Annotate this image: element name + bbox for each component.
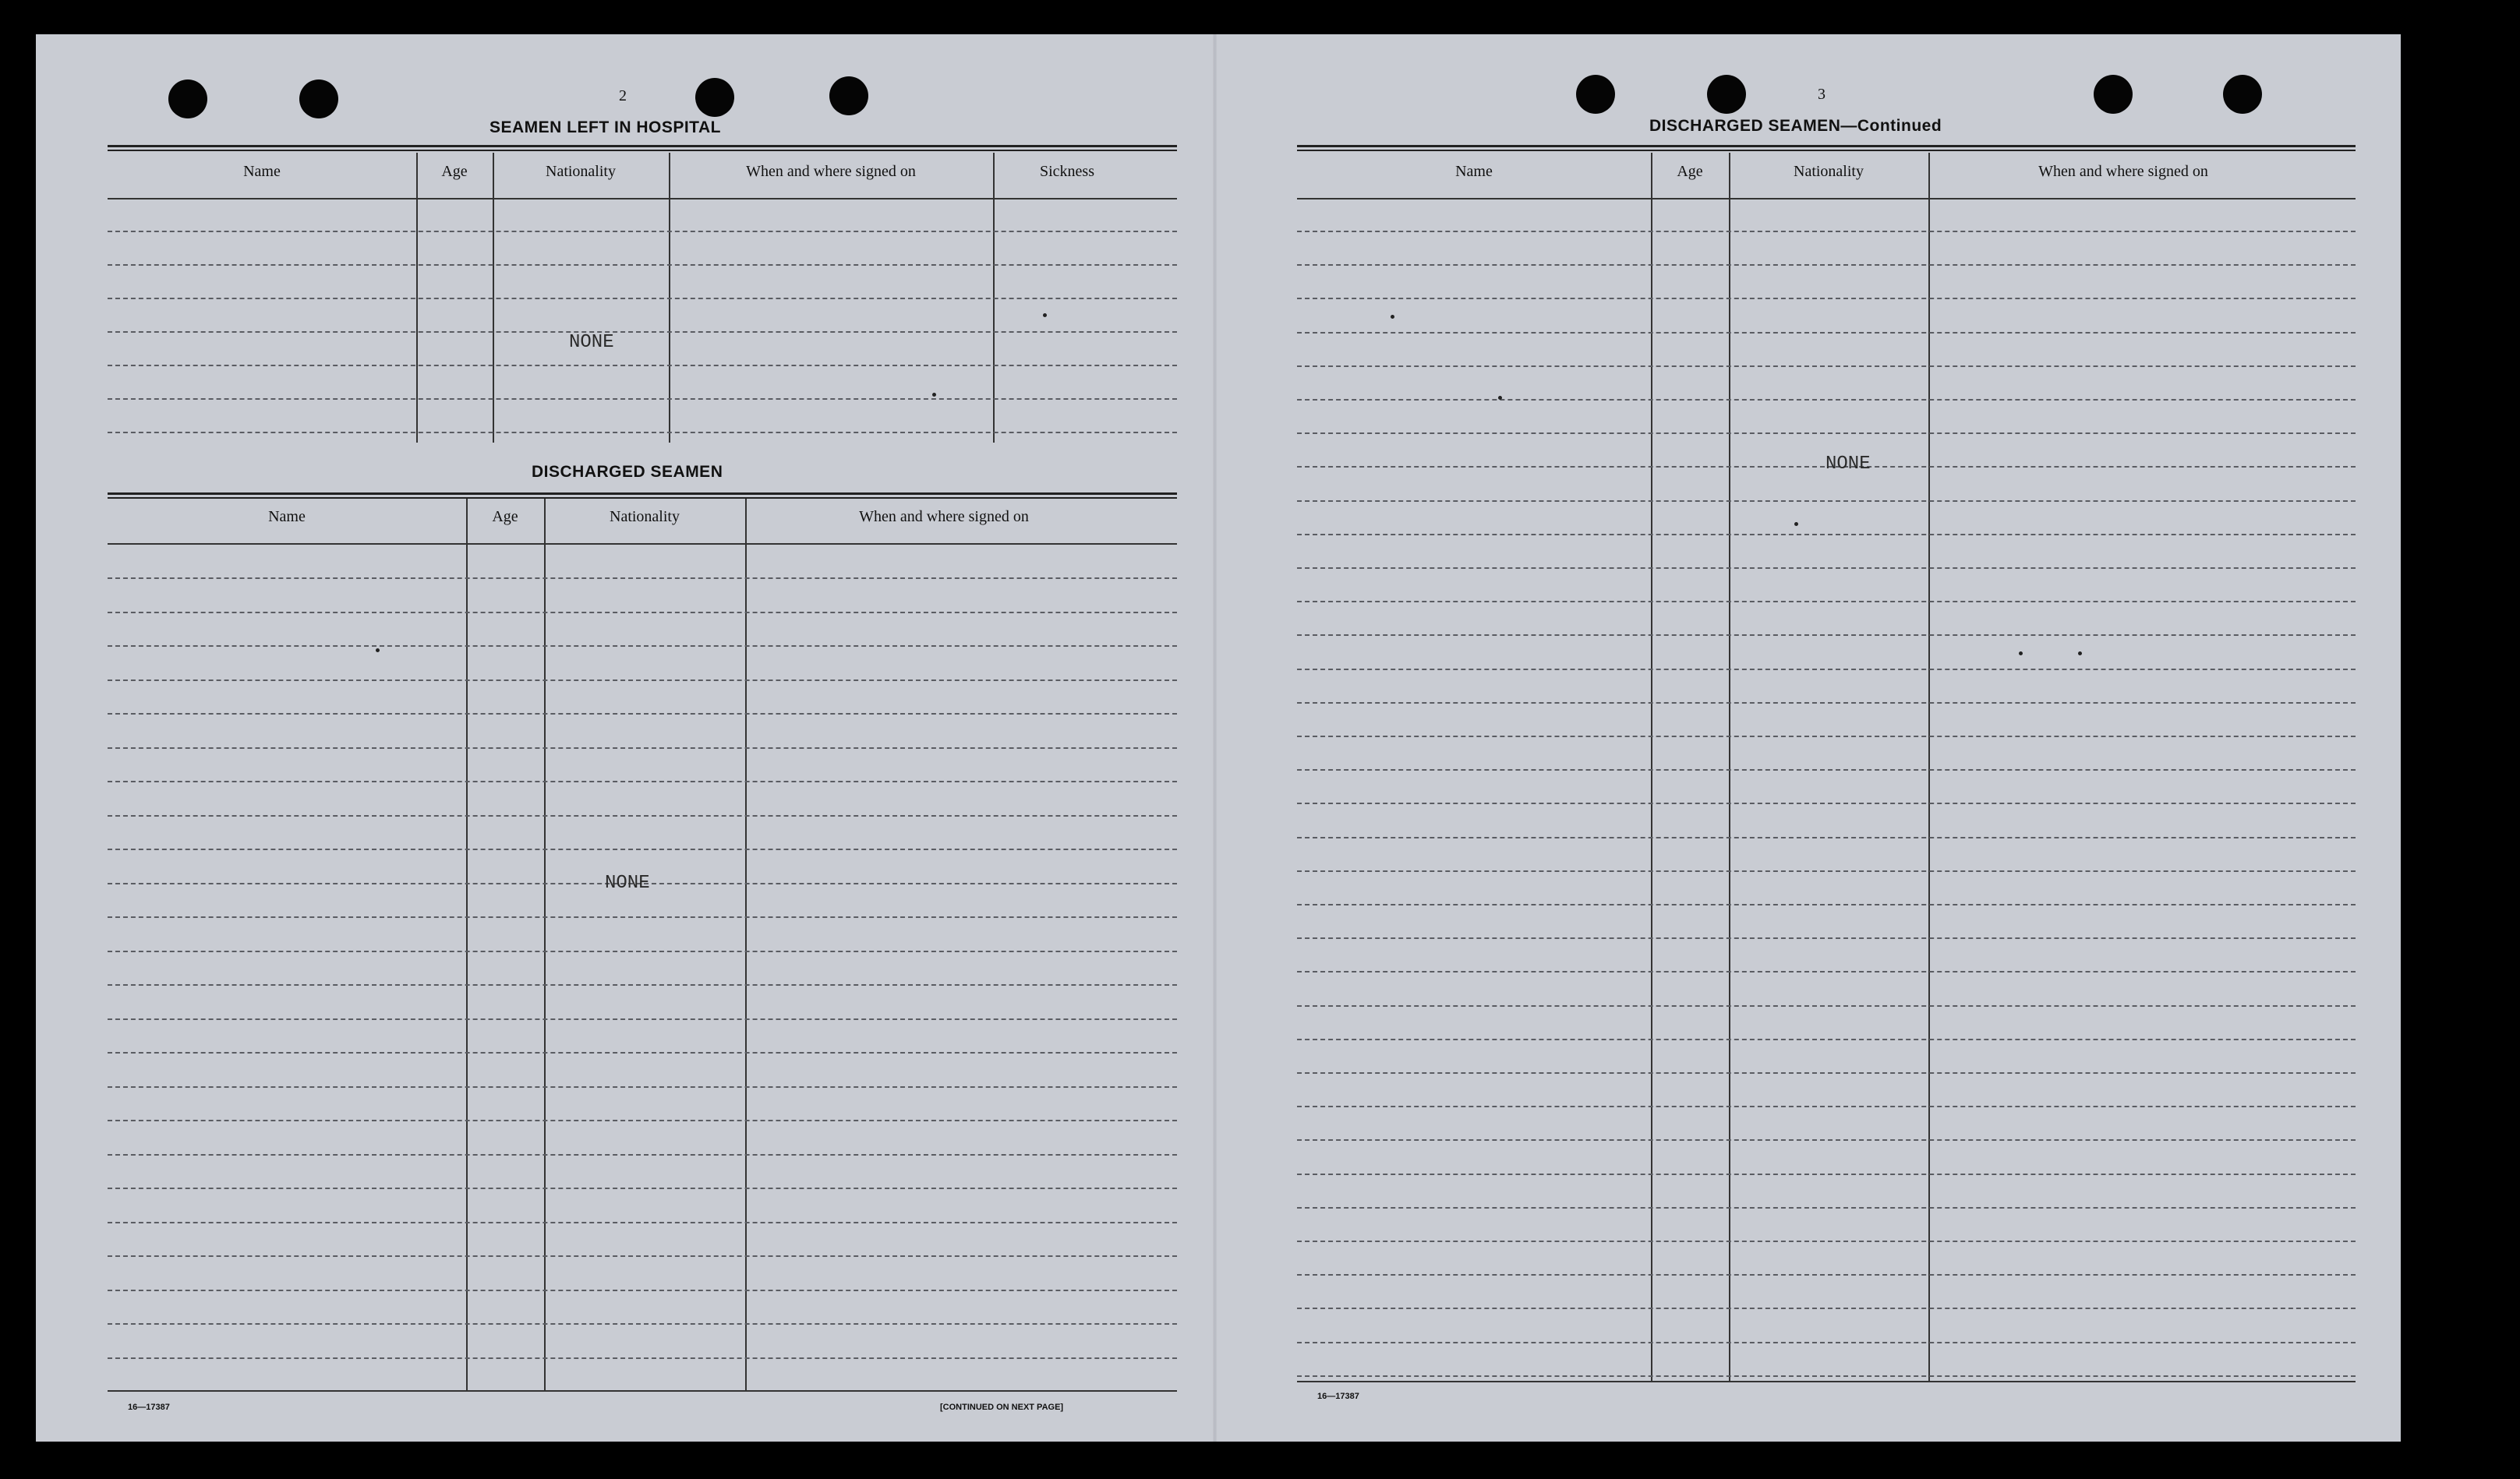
punch-hole: [1576, 75, 1615, 114]
ruled-line: [1297, 634, 2356, 636]
column-header-nationality: Nationality: [610, 508, 680, 525]
punch-hole: [2094, 75, 2133, 114]
column-header-signed-on: When and where signed on: [746, 163, 916, 180]
ruled-line: [108, 1154, 1177, 1156]
ruled-line: [108, 781, 1177, 782]
column-header-signed-on: When and where signed on: [2038, 163, 2208, 180]
ruled-line: [1297, 567, 2356, 569]
discharged-continued-none-entry: NONE: [1825, 454, 1871, 475]
ruled-line: [108, 1290, 1177, 1291]
table-top-rule: [1297, 145, 2356, 151]
ink-speck: [1498, 396, 1502, 400]
ruled-line: [108, 679, 1177, 681]
ruled-line: [1297, 904, 2356, 905]
table-top-rule: [108, 145, 1177, 151]
column-header-age: Age: [1677, 163, 1703, 180]
ruled-line: [108, 1018, 1177, 1020]
punch-hole: [168, 79, 207, 118]
ruled-line: [108, 815, 1177, 817]
ruled-line: [108, 1222, 1177, 1223]
ink-speck: [1391, 315, 1394, 319]
ruled-line: [1297, 1308, 2356, 1309]
table-bottom-rule: [1297, 1381, 2356, 1382]
ruled-line: [108, 747, 1177, 749]
column-header-age: Age: [492, 508, 518, 525]
ruled-line: [1297, 264, 2356, 266]
ruled-line: [108, 1188, 1177, 1189]
discharged-none-entry: NONE: [605, 873, 650, 894]
ink-speck: [932, 393, 936, 397]
column-header-name: Name: [243, 163, 281, 180]
ruled-line: [108, 432, 1177, 433]
ruled-line: [1297, 803, 2356, 804]
discharged-section-title: DISCHARGED SEAMEN: [532, 463, 723, 481]
ruled-line: [1297, 1139, 2356, 1141]
ruled-line: [108, 231, 1177, 232]
ruled-line: [1297, 702, 2356, 704]
ruled-line: [108, 577, 1177, 579]
ruled-line: [108, 612, 1177, 613]
ruled-line: [108, 1323, 1177, 1325]
ruled-line: [1297, 837, 2356, 838]
ruled-line: [108, 1357, 1177, 1359]
ruled-line: [1297, 669, 2356, 670]
ink-speck: [2019, 651, 2023, 655]
ruled-line: [1297, 769, 2356, 771]
ink-speck: [376, 648, 380, 652]
discharged-continued-title: DISCHARGED SEAMEN—Continued: [1649, 117, 1942, 135]
ruled-line: [1297, 1005, 2356, 1007]
punch-hole: [1707, 75, 1746, 114]
hospital-none-entry: NONE: [569, 332, 614, 353]
hospital-section-title: SEAMEN LEFT IN HOSPITAL: [490, 118, 721, 136]
column-header-nationality: Nationality: [1794, 163, 1864, 180]
ruled-line: [1297, 332, 2356, 334]
ruled-line: [108, 331, 1177, 333]
ink-speck: [1794, 522, 1798, 526]
column-header-age: Age: [441, 163, 468, 180]
ruled-line: [1297, 1375, 2356, 1377]
punch-hole: [829, 76, 868, 115]
ink-speck: [2078, 651, 2082, 655]
column-header-name: Name: [1455, 163, 1493, 180]
column-header-signed-on: When and where signed on: [859, 508, 1029, 525]
ink-speck: [1043, 313, 1047, 317]
ruled-line: [1297, 1039, 2356, 1040]
ruled-line: [1297, 231, 2356, 232]
ruled-line: [1297, 399, 2356, 401]
table-bottom-rule: [108, 1390, 1177, 1392]
header-rule: [108, 543, 1177, 545]
column-header-sickness: Sickness: [1040, 163, 1094, 180]
column-divider: [1651, 153, 1652, 1381]
ruled-line: [108, 1255, 1177, 1257]
ruled-line: [108, 713, 1177, 715]
header-rule: [1297, 198, 2356, 199]
form-number: 16—17387: [1317, 1392, 1359, 1401]
ruled-line: [1297, 1207, 2356, 1209]
punch-hole: [299, 79, 338, 118]
header-rule: [108, 198, 1177, 199]
page-number: 2: [619, 87, 627, 104]
ruled-line: [108, 1120, 1177, 1121]
ruled-line: [1297, 534, 2356, 535]
ruled-line: [1297, 971, 2356, 972]
continued-note: [CONTINUED ON NEXT PAGE]: [940, 1403, 1064, 1412]
table-top-rule: [108, 492, 1177, 499]
ruled-line: [1297, 298, 2356, 299]
page-fold: [1213, 34, 1217, 1442]
ruled-line: [1297, 1274, 2356, 1276]
ruled-line: [1297, 1072, 2356, 1074]
punch-hole: [695, 78, 734, 117]
form-number: 16—17387: [128, 1403, 170, 1412]
document-sheet: [36, 34, 2401, 1442]
ruled-line: [1297, 1174, 2356, 1175]
page-number: 3: [1818, 86, 1825, 103]
ruled-line: [1297, 500, 2356, 502]
ruled-line: [1297, 365, 2356, 367]
ruled-line: [108, 398, 1177, 400]
column-header-name: Name: [268, 508, 306, 525]
ruled-line: [1297, 1241, 2356, 1242]
punch-hole: [2223, 75, 2262, 114]
ruled-line: [108, 365, 1177, 366]
ruled-line: [108, 1052, 1177, 1054]
ruled-line: [108, 849, 1177, 850]
ruled-line: [108, 1086, 1177, 1088]
ruled-line: [1297, 1342, 2356, 1343]
ruled-line: [1297, 1106, 2356, 1107]
ruled-line: [108, 264, 1177, 266]
ruled-line: [1297, 736, 2356, 737]
ruled-line: [1297, 870, 2356, 872]
ruled-line: [108, 916, 1177, 918]
ruled-line: [1297, 432, 2356, 434]
ruled-line: [108, 984, 1177, 986]
column-header-nationality: Nationality: [546, 163, 616, 180]
column-divider: [1729, 153, 1730, 1381]
ruled-line: [1297, 937, 2356, 939]
ruled-line: [108, 298, 1177, 299]
ruled-line: [108, 645, 1177, 647]
ruled-line: [1297, 601, 2356, 602]
ruled-line: [108, 951, 1177, 952]
column-divider: [1928, 153, 1930, 1381]
